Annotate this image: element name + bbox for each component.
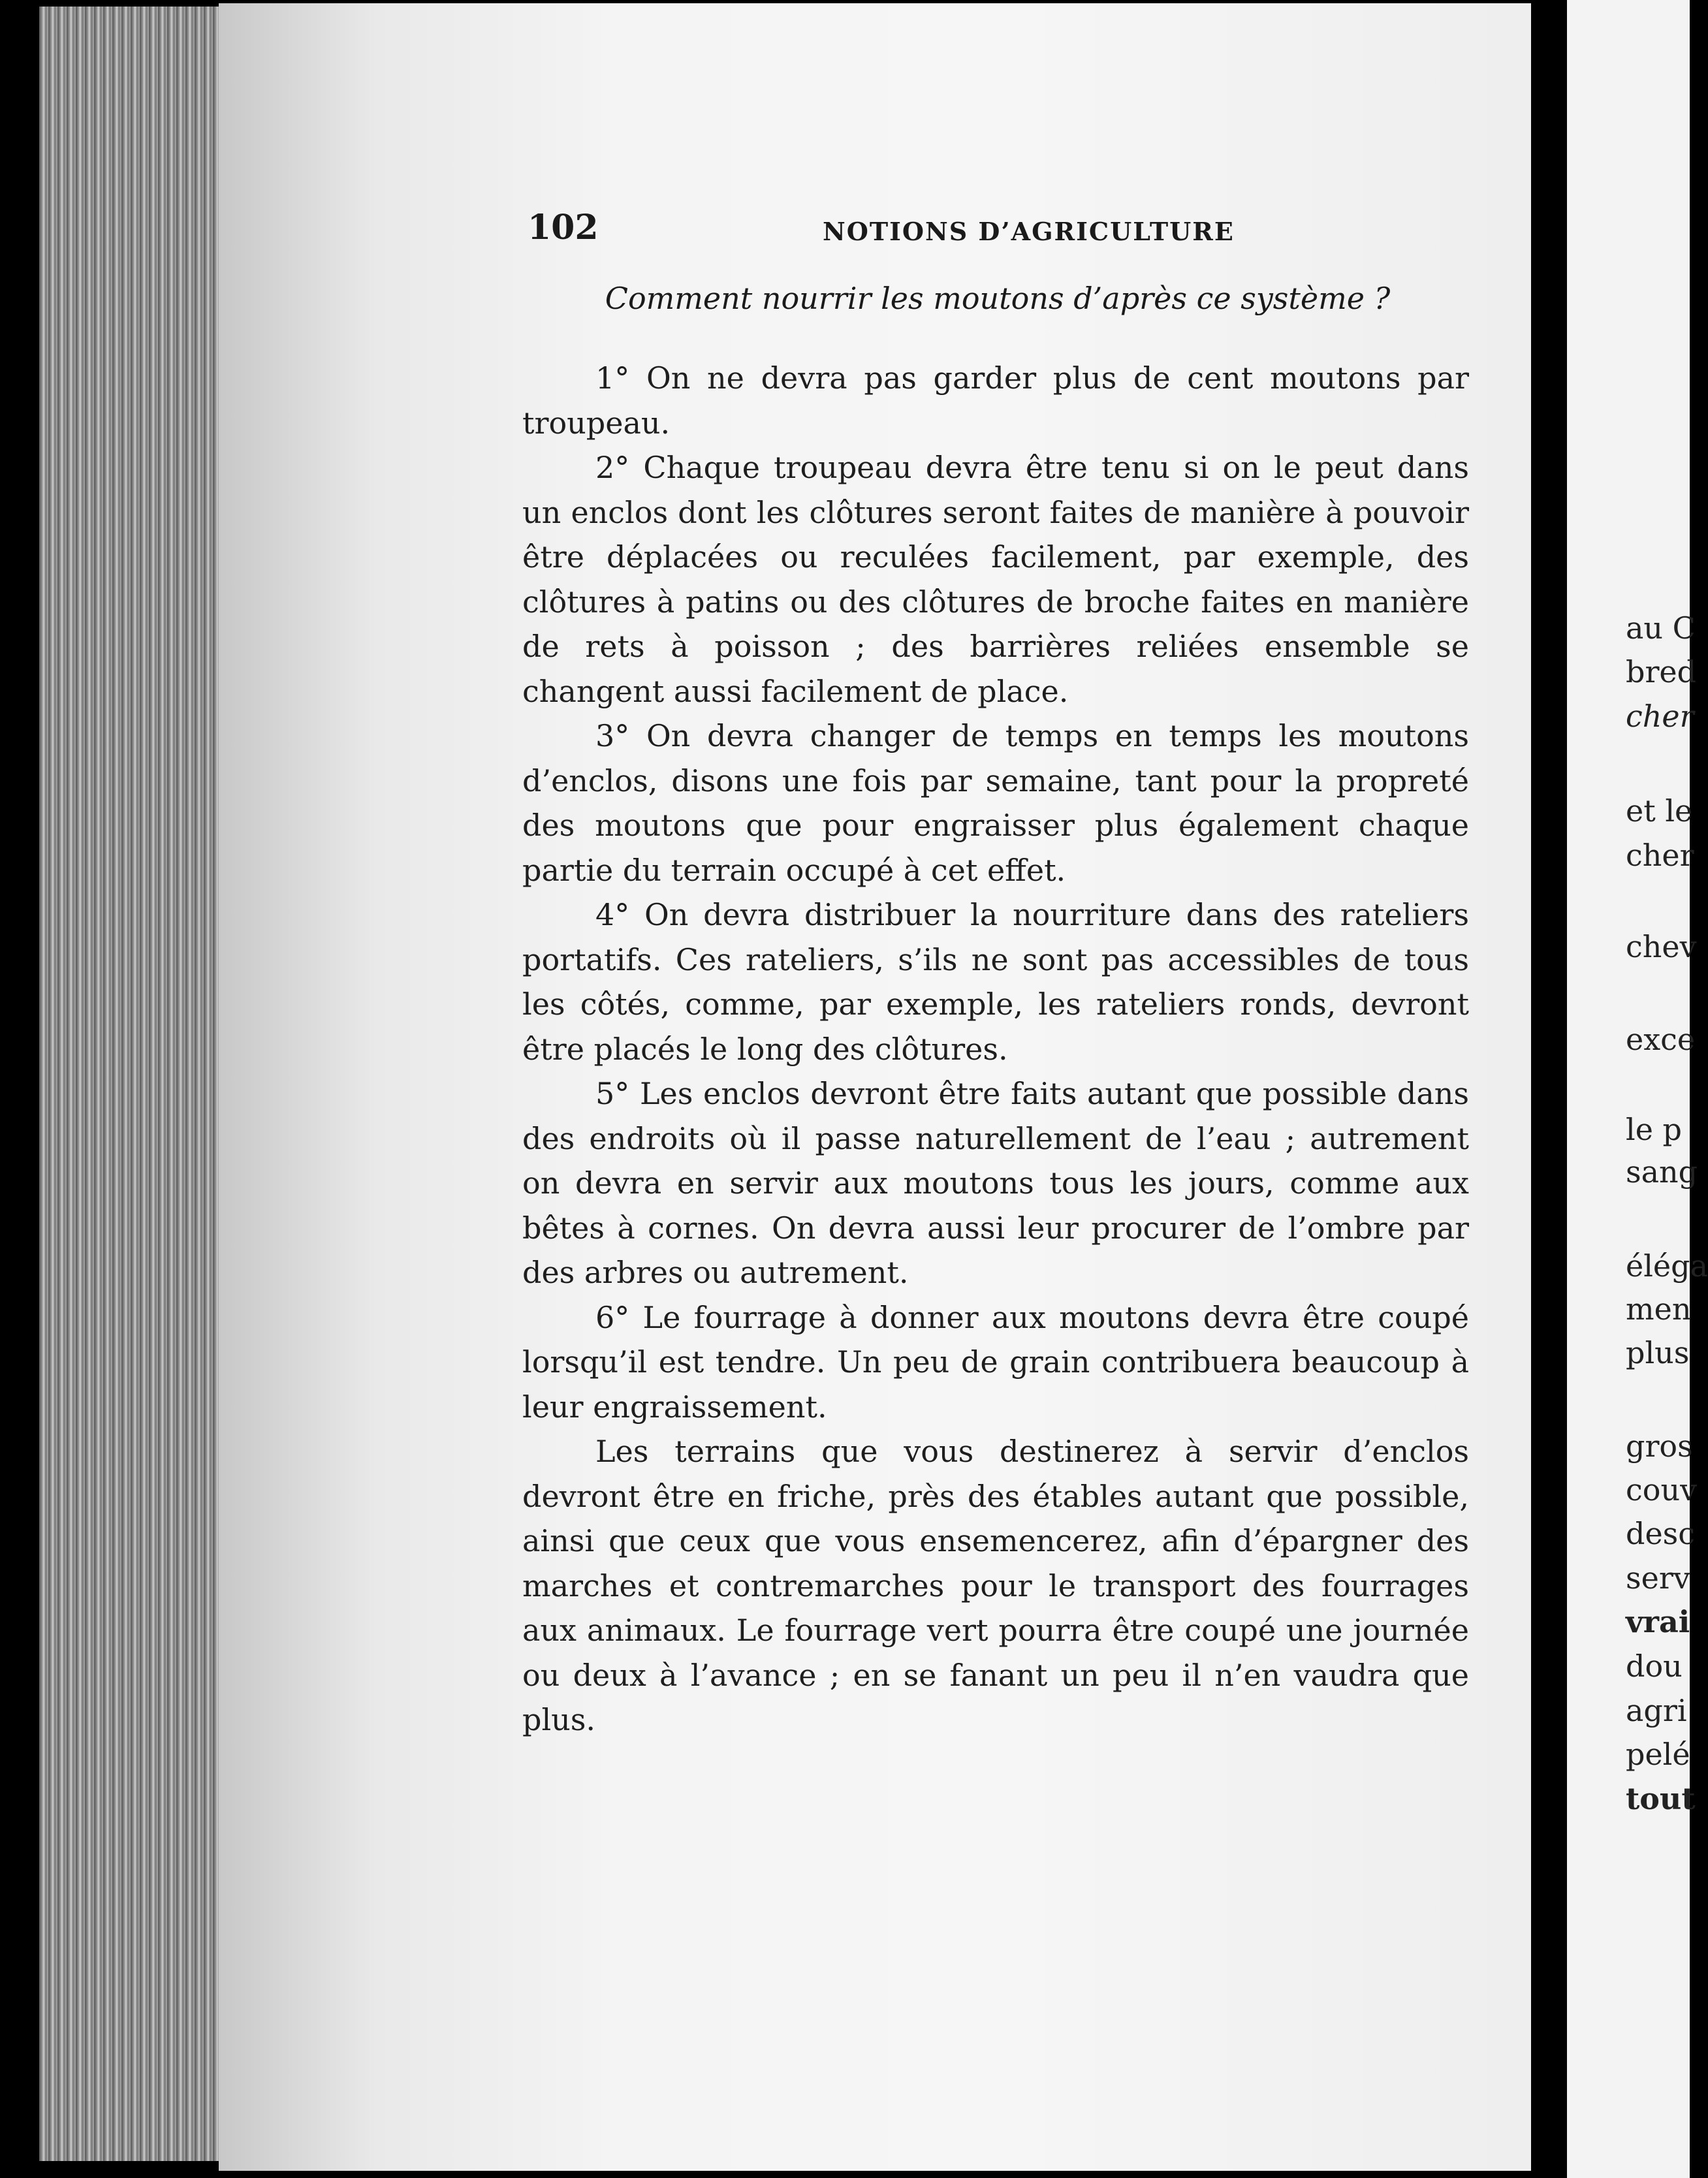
facing-fragment: couv	[1626, 1472, 1698, 1507]
facing-fragment: cher	[1626, 838, 1694, 873]
section-question: Comment nourrir les moutons d’après ce système ?	[605, 281, 1391, 316]
facing-fragment: cher	[1626, 699, 1694, 734]
running-title: NOTIONS D’AGRICULTURE	[823, 217, 1235, 246]
page-stack-edge	[39, 7, 235, 2161]
facing-fragment: vrai	[1626, 1604, 1690, 1639]
facing-fragment: plus	[1626, 1335, 1690, 1370]
body-text	[522, 356, 1469, 1743]
paragraph: 3° On devra changer de temps en temps les moutons d’enclos, disons une fois par semaine, tant pour la propreté des moutons que pour engraisser plus également chaque partie du terrain occupé à cet effet.	[522, 718, 1469, 888]
facing-fragment: gros	[1626, 1428, 1693, 1464]
paragraph: 4° On devra distribuer la nourriture dans des rateliers portatifs. Ces rateliers, s’ils ne sont pas accessibles de tous les côtés, comme, par exemple, les rateliers ronds, devront être placés le long des clôtures.	[522, 897, 1469, 1067]
facing-page	[1567, 0, 1708, 2178]
page-number: 102	[528, 208, 599, 247]
facing-fragment: men	[1626, 1291, 1692, 1327]
facing-fragment: bred	[1626, 654, 1697, 689]
facing-fragment: le p	[1626, 1112, 1683, 1147]
running-head	[528, 208, 1468, 253]
paragraph: 5° Les enclos devront être faits autant que possible dans des endroits où il passe naturellement de l’eau ; autrement on devra en servir aux moutons tous les jours, comme aux bêtes à cornes. On devra aussi leur procurer de l’ombre par des arbres ou autrement.	[522, 1076, 1469, 1290]
facing-fragment: agri	[1626, 1693, 1687, 1728]
facing-fragment: exce	[1626, 1022, 1696, 1057]
facing-fragment: tout	[1626, 1781, 1696, 1816]
facing-fragment: desc	[1626, 1516, 1696, 1551]
facing-fragment: au C	[1626, 610, 1696, 646]
paragraph: 2° Chaque troupeau devra être tenu si on le peut dans un enclos dont les clôtures seront faites de manière à pouvoir être déplacées ou reculées facilement, par exemple, des clôtures à patins ou des clôtures de broche faites en manière de rets à poisson ; des barrières reliées ensemble se changent aussi facilement de place.	[522, 450, 1469, 709]
facing-fragment: pelé	[1626, 1737, 1690, 1772]
paragraph: 1° On ne devra pas garder plus de cent moutons par troupeau.	[522, 360, 1469, 441]
facing-fragment: dou	[1626, 1649, 1683, 1684]
facing-fragment: et le	[1626, 793, 1693, 829]
facing-fragment: sang	[1626, 1154, 1698, 1190]
paragraph: Les terrains que vous destinerez à servir d’enclos devront être en friche, près des étables autant que possible, ainsi que ceux que vous ensemencerez, afin d’épargner des marches et contremarches pour le transport des fourrages aux animaux. Le fourrage vert pourra être coupé une journée ou deux à l’avance ; en se fanant un peu il n’en vaudra que plus.	[522, 1434, 1469, 1737]
book-gutter	[1531, 0, 1567, 2178]
facing-fragment: éléga	[1626, 1248, 1708, 1284]
facing-fragment: chev	[1626, 929, 1697, 964]
facing-fragment: serv	[1626, 1560, 1690, 1596]
paragraph: 6° Le fourrage à donner aux moutons devra être coupé lorsqu’il est tendre. Un peu de grain contribuera beaucoup à leur engraissement.	[522, 1299, 1469, 1425]
